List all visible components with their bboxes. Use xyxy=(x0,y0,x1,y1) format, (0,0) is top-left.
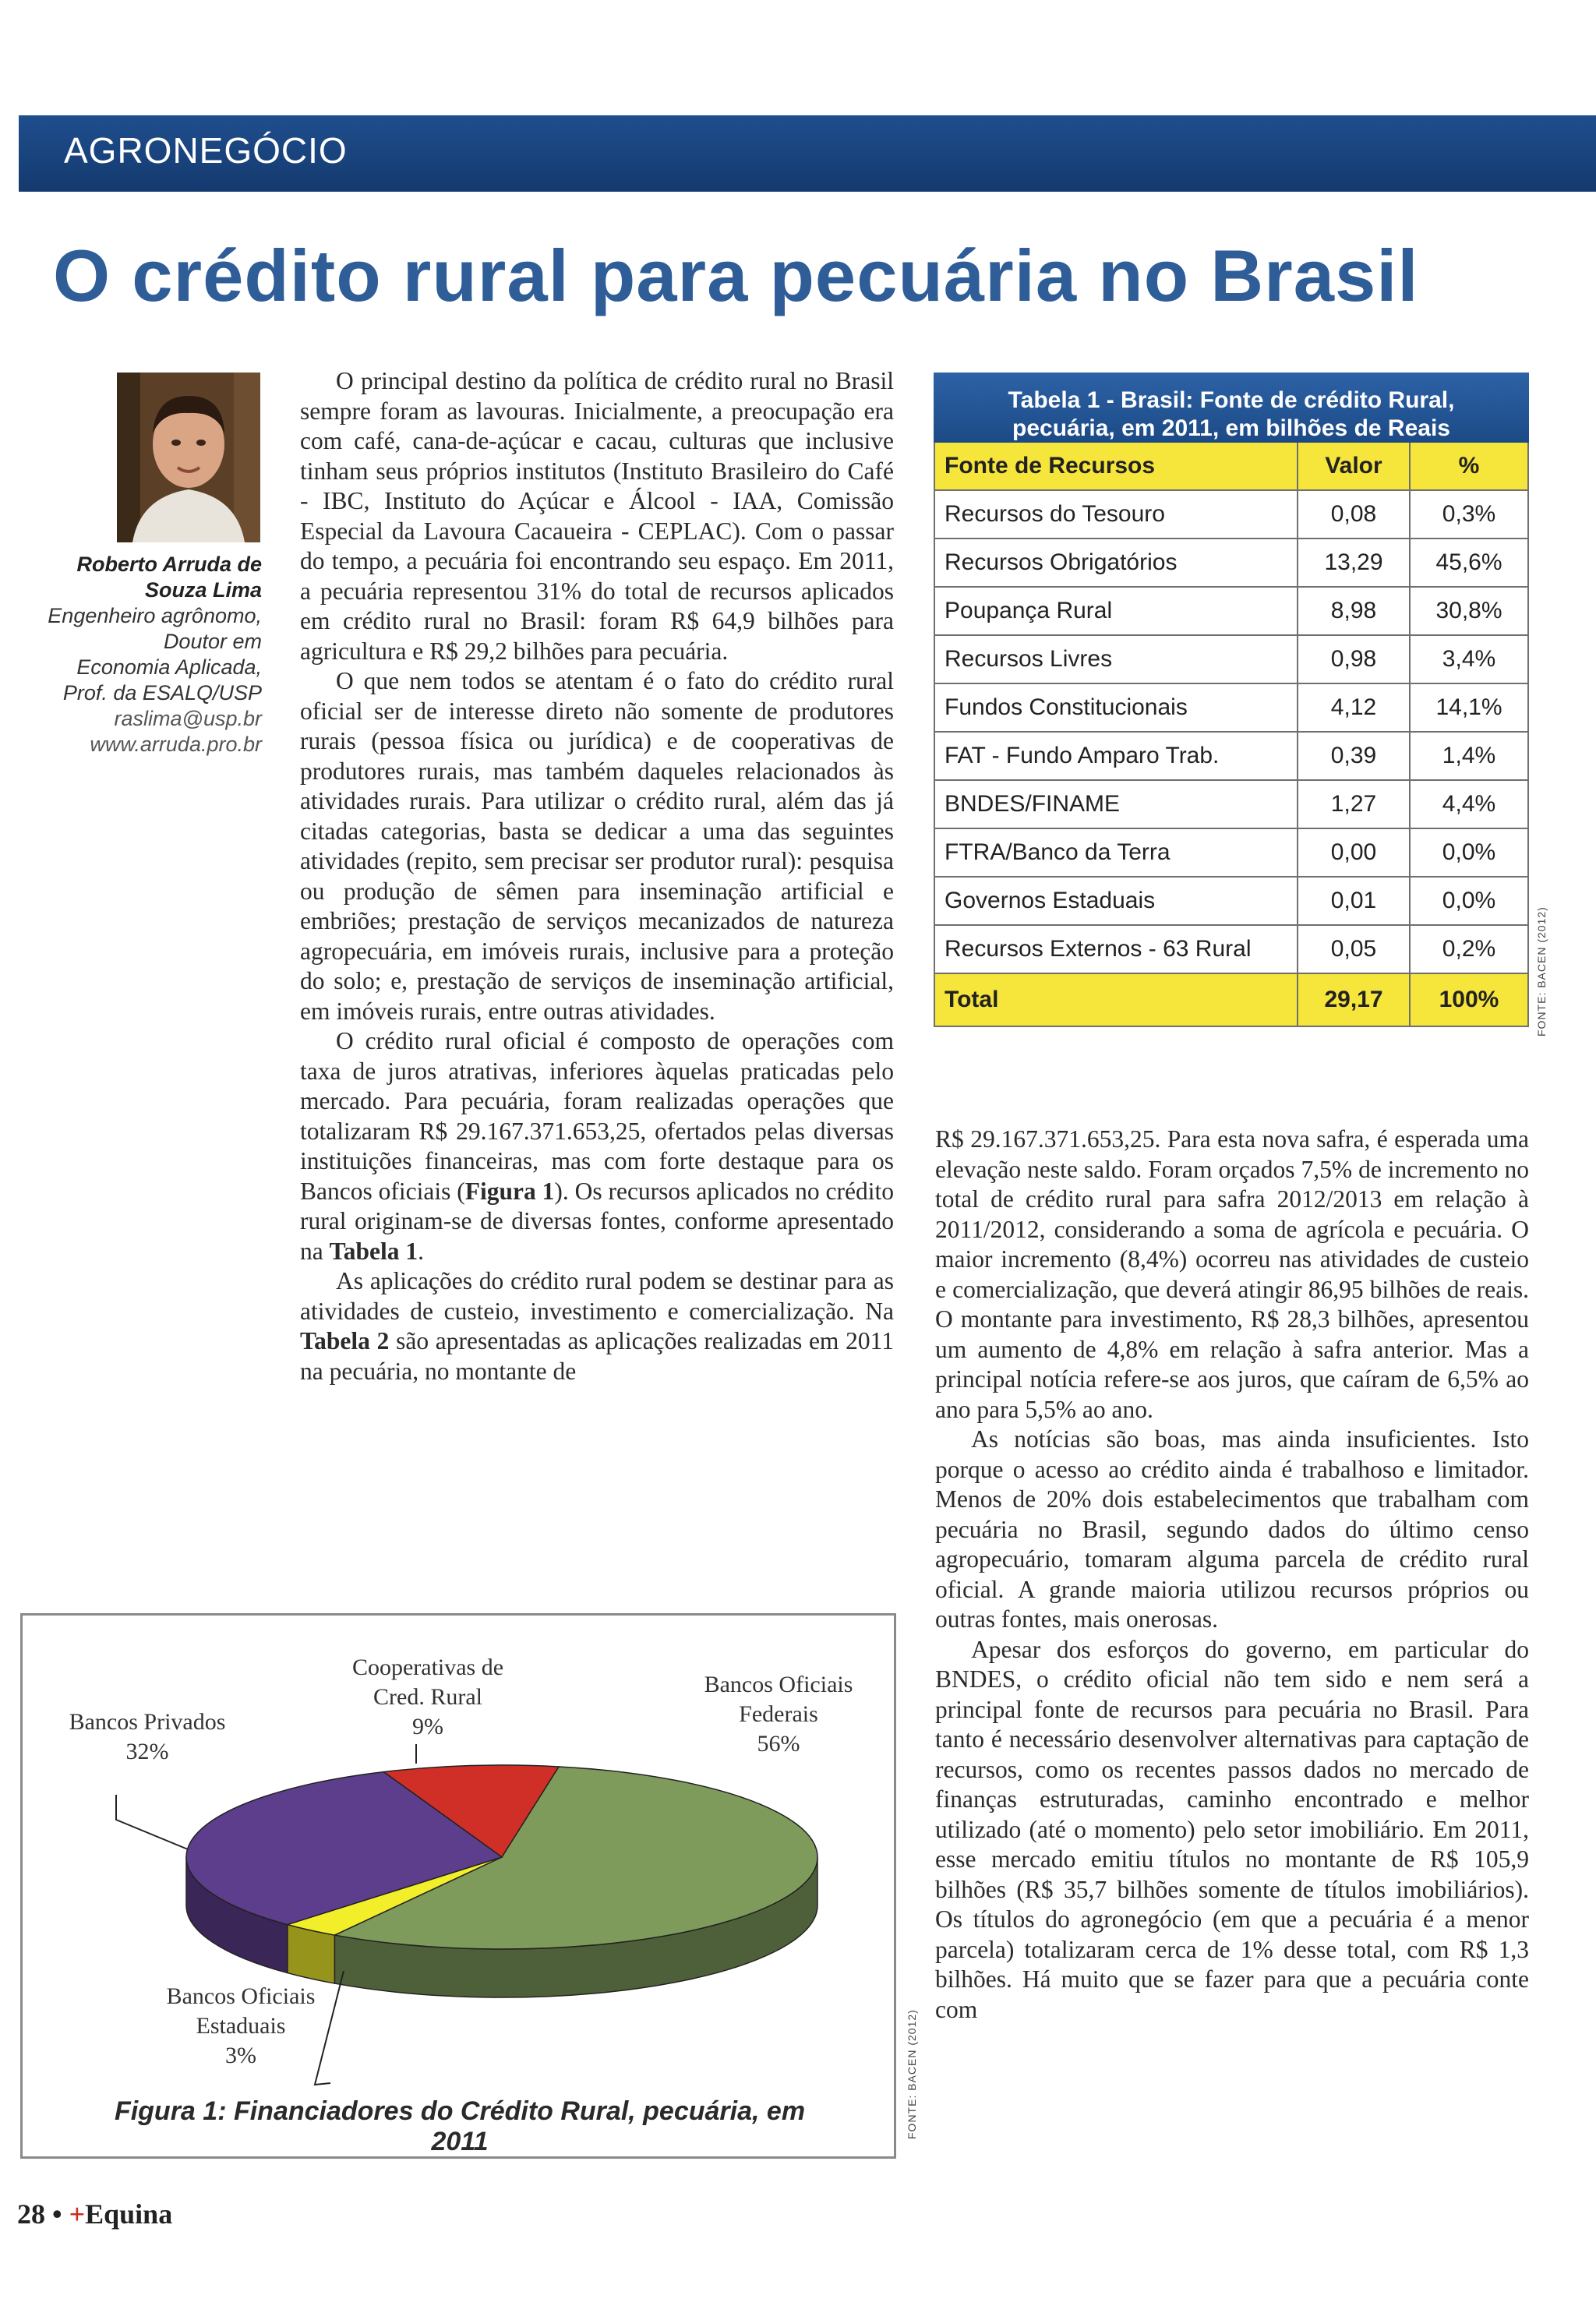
total-percent: 100% xyxy=(1410,973,1528,1026)
page-footer xyxy=(17,2198,172,2230)
footer-bullet: • xyxy=(52,2198,62,2230)
table-header-row xyxy=(934,443,1528,490)
paragraph: Apesar dos esforços do governo, em particular do BNDES, o crédito oficial não tem sido e nem será a principal fonte de recursos para pecuária no Brasil. Para tanto é necessário desenvolver alternativas para captação de recursos, como os recentes passos dados no mercado de finanças estruturadas, caminho encontrado e melhor utilizado (até o momento) pelo setor imobiliário. Em 2011, esse mercado emitiu títulos no montante de R$ 105,9 bilhões (R$ 35,7 bilhões somente de títulos imobiliários). Os títulos do agronegócio (em que a pecuária é a menor parcela) totalizaram cerca de 1% desse total, com R$ 1,3 bilhões. Há muito que se fazer para que a pecuária conte com xyxy=(935,1635,1529,2023)
magazine-plus-logo: + xyxy=(69,2198,86,2230)
article-headline: O crédito rural para pecuária no Brasil xyxy=(53,235,1419,316)
table-row: Recursos Livres 0,98 3,4% xyxy=(934,635,1528,683)
header-source: Fonte de Recursos xyxy=(934,443,1298,490)
figure-ref: Figura 1 xyxy=(464,1177,555,1205)
table-ref: Tabela 1 xyxy=(329,1237,418,1265)
author-name-2: Souza Lima xyxy=(144,578,262,602)
total-label: Total xyxy=(934,973,1298,1026)
figure-caption: Figura 1: Financiadores do Crédito Rural, pecuária, em 2011 xyxy=(114,2096,806,2156)
total-value: 29,17 xyxy=(1298,973,1410,1026)
label-bancos-federais: Bancos Oficiais Federais 56% xyxy=(704,1672,853,1757)
author-role-4: Prof. da ESALQ/USP xyxy=(62,681,262,705)
table-row: FTRA/Banco da Terra 0,00 0,0% xyxy=(934,828,1528,877)
author-role-2: Doutor em xyxy=(163,630,262,653)
table-row: BNDES/FINAME 1,27 4,4% xyxy=(934,780,1528,828)
table-total-row xyxy=(934,973,1528,1026)
author-block xyxy=(14,552,262,757)
label-cooperativas: Cooperativas de Cred. Rural 9% xyxy=(351,1654,504,1739)
author-portrait-image xyxy=(117,373,260,542)
table-1 xyxy=(934,373,1529,1027)
table-row: FAT - Fundo Amparo Trab. 0,39 1,4% xyxy=(934,732,1528,780)
author-website[interactable]: www.arruda.pro.br xyxy=(90,733,262,756)
leader-privados xyxy=(116,1795,188,1849)
header-value: Valor xyxy=(1298,443,1410,490)
table-row: Fundos Constitucionais 4,12 14,1% xyxy=(934,683,1528,732)
author-email[interactable]: raslima@usp.br xyxy=(114,707,262,730)
paragraph: O principal destino da política de crédito rural no Brasil sempre foram as lavouras. Inicialmente, a preocupação era com café, cana-de-açúcar e cacau, culturas que inclusive tinham seus próprios institutos (Instituto Brasileiro do Café - IBC, Instituto do Açúcar e Álcool - IAA, Comissão Especial da Lavoura Cacaueira - CEPLAC). Com o passar do tempo, a pecuária foi encontrando seu espaço. Em 2011, a pecuária representou 31% do total de recursos aplicados em crédito rural no Brasil: foram R$ 64,9 bilhões para agricultura e R$ 29,2 bilhões para pecuária. xyxy=(300,367,894,665)
paragraph: O crédito rural oficial é composto de operações com taxa de juros atrativas, inferiores àquelas praticadas pelo mercado. Para pecuária, foram realizadas operações que totalizaram R$ 29.167.371.653,25, ofertados pelas diversas instituições financeiras, mas com forte destaque para os Bancos oficiais (Figura 1). Os recursos aplicados no crédito rural originam-se de diversas fontes, conforme apresentado na Tabela 1. xyxy=(300,1027,894,1265)
table-source-note: FONTE: BACEN (2012) xyxy=(1535,906,1548,1036)
paragraph: O que nem todos se atentam é o fato do crédito rural oficial ser de interesse direto não somente de produtores rurais (pessoa física ou jurídica) e de cooperativas de produtores rurais, mas também daqueles relacionados às atividades rurais. Para utilizar o crédito rural, além das já citadas categorias, basta se dedicar a uma das seguintes atividades (repito, sem precisar ser produtor rural): pesquisa ou produção de sêmen para inseminação artificial e embriões; prestação de serviços mecanizados de natureza agropecuária, em imóveis rurais, inclusive para a proteção do solo; e, prestação de serviços de inseminação artificial, em imóveis rurais, entre outras atividades. xyxy=(300,667,894,1025)
author-name: Roberto Arruda de xyxy=(76,553,262,576)
table-ref: Tabela 2 xyxy=(300,1327,390,1354)
paragraph: R$ 29.167.371.653,25. Para esta nova safra, é esperada uma elevação neste saldo. Foram orçados 7,5% de incremento no total de crédito rural para safra 2012/2013 em relação à 2011/2012, considerando a soma de agrícola e pecuária. O maior incremento (8,4%) ocorreu nas atividades de custeio e comercialização, que deverá atingir 86,95 bilhões de reais. O montante para investimento, R$ 28,3 bilhões, apresentou um aumento de 4,8% em relação à safra anterior. Mas a principal notícia refere-se aos juros, que caíram de 6,5% ao ano para 5,5% ao ano. xyxy=(935,1125,1529,1423)
table-title: Tabela 1 - Brasil: Fonte de crédito Rural, pecuária, em 2011, em bilhões de Reais xyxy=(934,373,1529,443)
article-column-1 xyxy=(300,366,894,1386)
paragraph: As notícias são boas, mas ainda insuficientes. Isto porque o acesso ao crédito ainda é trabalhoso e limitador. Menos de 20% dois estabelecimentos que trabalham com pecuária no Brasil, segundo dados do último censo agropecuário, tomaram alguma parcela de crédito rural oficial. A grande maioria utilizou recursos próprios ou outras fontes, mais onerosas. xyxy=(935,1425,1529,1633)
author-role-3: Economia Aplicada, xyxy=(76,655,262,679)
table-row: Recursos Externos - 63 Rural 0,05 0,2% xyxy=(934,925,1528,973)
section-label: AGRONEGÓCIO xyxy=(64,130,348,171)
article-column-2 xyxy=(935,1125,1529,2025)
header-percent: % xyxy=(1410,443,1528,490)
paragraph: As aplicações do crédito rural podem se destinar para as atividades de custeio, investimento e comercialização. Na Tabela 2 são apresentadas as aplicações realizadas em 2011 na pecuária, no montante de xyxy=(300,1267,894,1385)
table-row: Poupança Rural 8,98 30,8% xyxy=(934,587,1528,635)
author-photo xyxy=(117,373,260,542)
figure-1 xyxy=(20,1613,896,2159)
table-row: Recursos Obrigatórios 13,29 45,6% xyxy=(934,539,1528,587)
magazine-name: Equina xyxy=(85,2198,173,2230)
label-bancos-privados: Bancos Privados 32% xyxy=(69,1709,226,1764)
table-row: Governos Estaduais 0,01 0,0% xyxy=(934,877,1528,925)
label-bancos-estaduais: Bancos Oficiais Estaduais 3% xyxy=(166,1983,316,2068)
credit-source-table xyxy=(934,443,1529,1027)
figure-source-note: FONTE: BACEN (2012) xyxy=(906,2009,918,2139)
section-band xyxy=(19,115,1596,192)
page-number: 28 xyxy=(17,2198,45,2230)
table-row: Recursos do Tesouro 0,08 0,3% xyxy=(934,490,1528,539)
author-role-1: Engenheiro agrônomo, xyxy=(48,604,262,627)
